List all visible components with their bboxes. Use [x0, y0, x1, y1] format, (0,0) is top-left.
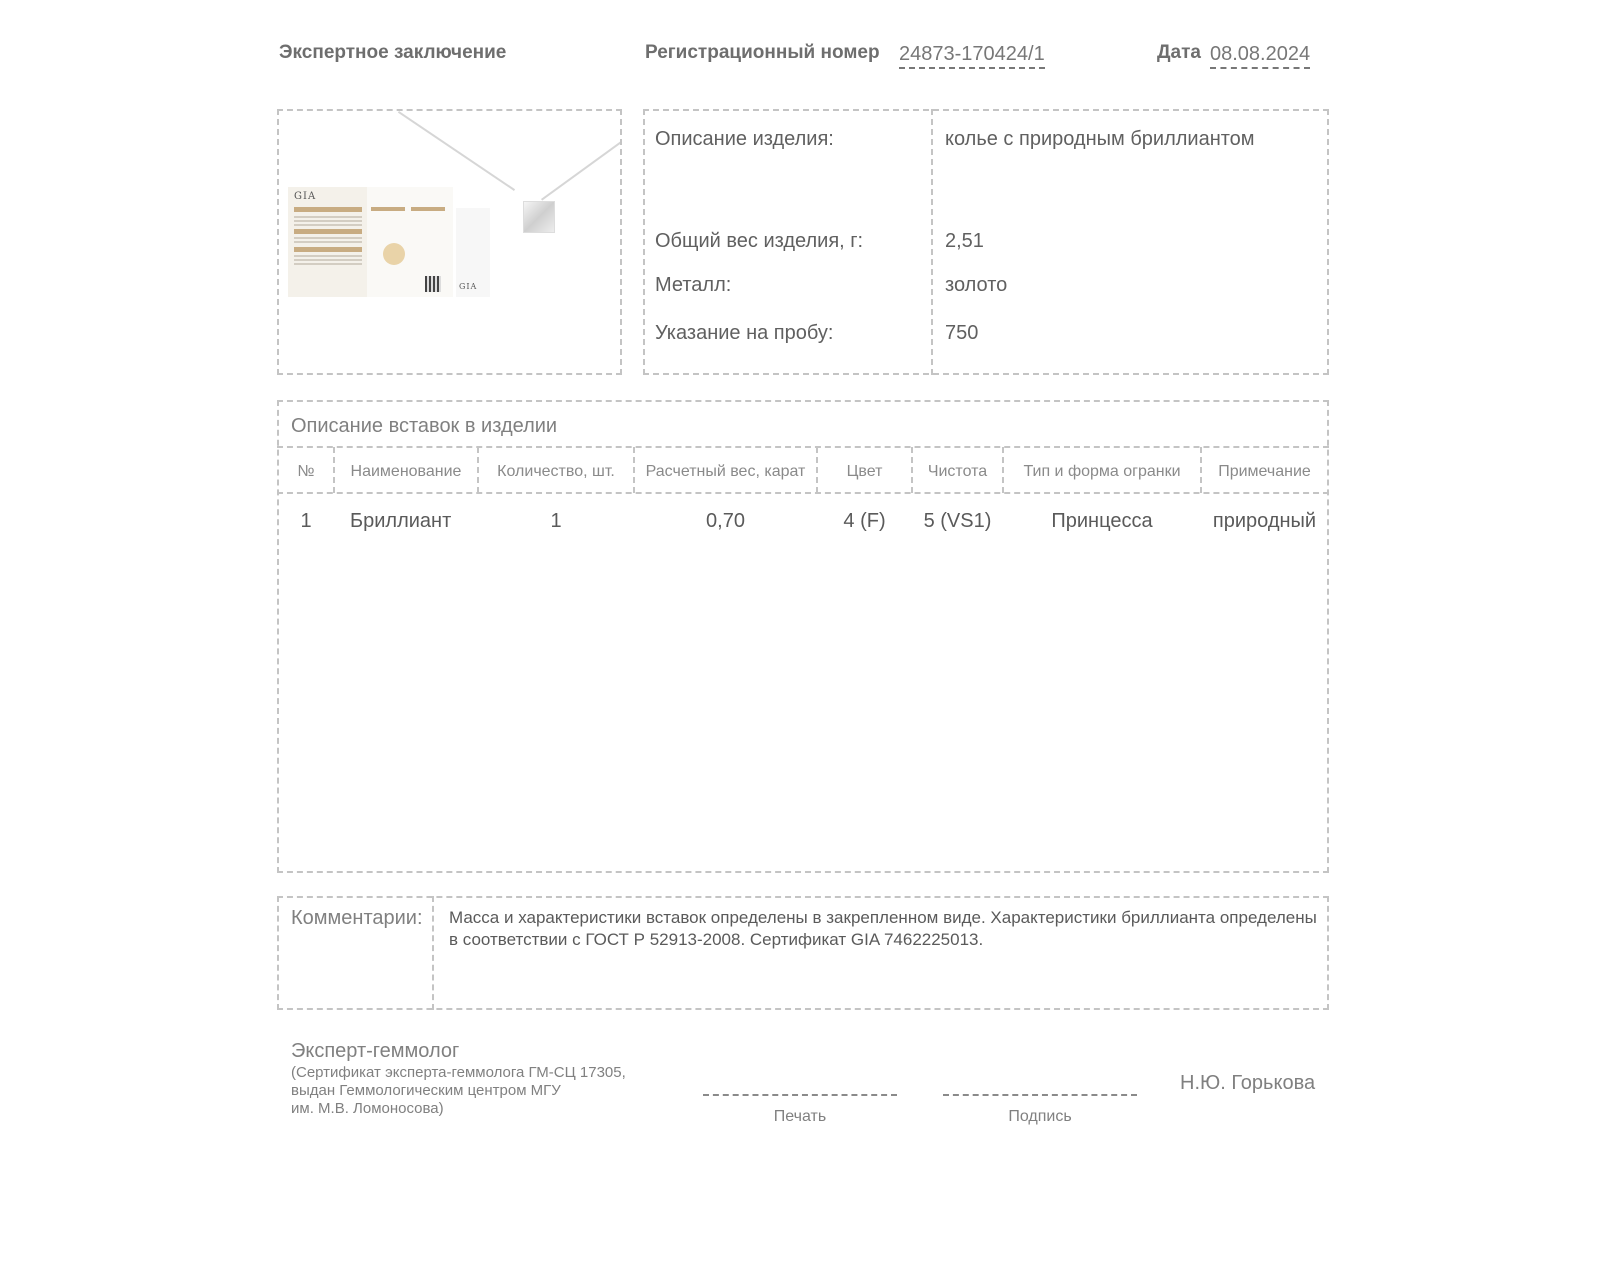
total-weight-value: 2,51 — [945, 230, 984, 252]
assay-value: 750 — [945, 322, 979, 344]
table-cell-weight: 0,70 — [706, 510, 745, 532]
gia-seal — [383, 243, 405, 265]
metal-value: золото — [945, 274, 1008, 296]
registration-number-value: 24873-170424/1 — [899, 42, 1045, 69]
column-header-quantity: Количество, шт. — [497, 463, 615, 480]
product-photo — [277, 109, 622, 375]
column-header-number: № — [297, 463, 315, 480]
column-header-note: Примечание — [1218, 463, 1311, 480]
diamond-pendant — [523, 201, 555, 233]
comments-text: Масса и характеристики вставок определены в закрепленном виде. Характеристики бриллианта определены в соответствии с ГОСТ Р 52913-2008. Сертификат GIA 7462225013. — [449, 908, 1317, 949]
date-value: 08.08.2024 — [1210, 42, 1310, 69]
signature-caption: Подпись — [1008, 1108, 1072, 1125]
necklace-chain — [541, 141, 621, 200]
column-header-name: Наименование — [350, 463, 462, 480]
column-header-cut: Тип и форма огранки — [1023, 463, 1181, 480]
inserts-title: Описание вставок в изделии — [291, 415, 558, 437]
table-cell-quantity: 1 — [550, 510, 562, 532]
document-title: Экспертное заключение — [279, 42, 507, 63]
table-cell-name: Бриллиант — [350, 510, 452, 532]
stamp-caption: Печать — [773, 1108, 827, 1125]
gia-card: GIA — [456, 208, 490, 297]
qr-code — [425, 276, 441, 292]
total-weight-label: Общий вес изделия, г: — [655, 230, 864, 252]
table-cell-clarity: 5 (VS1) — [923, 510, 992, 532]
assay-label: Указание на пробу: — [655, 322, 834, 344]
registration-number-label: Регистрационный номер — [645, 42, 880, 63]
column-header-weight: Расчетный вес, карат — [645, 463, 806, 480]
date-label: Дата — [1157, 42, 1201, 63]
divider — [931, 109, 933, 375]
table-cell-number: 1 — [300, 510, 312, 532]
expert-certificate: (Сертификат эксперта-геммолога ГМ-СЦ 17305, выдан Геммологическим центром МГУ им. М.В. Ломоносова) — [291, 1064, 626, 1117]
item-description-label: Описание изделия: — [655, 128, 834, 150]
necklace-chain — [398, 111, 515, 191]
item-description-value: колье с природным бриллиантом — [945, 128, 1255, 150]
gia-logo: GIA — [294, 191, 317, 202]
comments-label: Комментарии: — [291, 907, 423, 929]
column-header-color: Цвет — [846, 463, 883, 480]
stamp-line — [703, 1094, 897, 1096]
divider — [277, 492, 1329, 494]
expert-name: Н.Ю. Горькова — [1180, 1072, 1316, 1094]
table-cell-note: природный — [1212, 510, 1317, 532]
metal-label: Металл: — [655, 274, 732, 296]
divider — [432, 896, 434, 1010]
divider — [277, 446, 1329, 448]
table-cell-cut: Принцесса — [1051, 510, 1153, 532]
column-header-clarity: Чистота — [927, 463, 988, 480]
signature-line — [943, 1094, 1137, 1096]
table-cell-color: 4 (F) — [843, 510, 886, 532]
expert-role: Эксперт-геммолог — [291, 1040, 460, 1062]
